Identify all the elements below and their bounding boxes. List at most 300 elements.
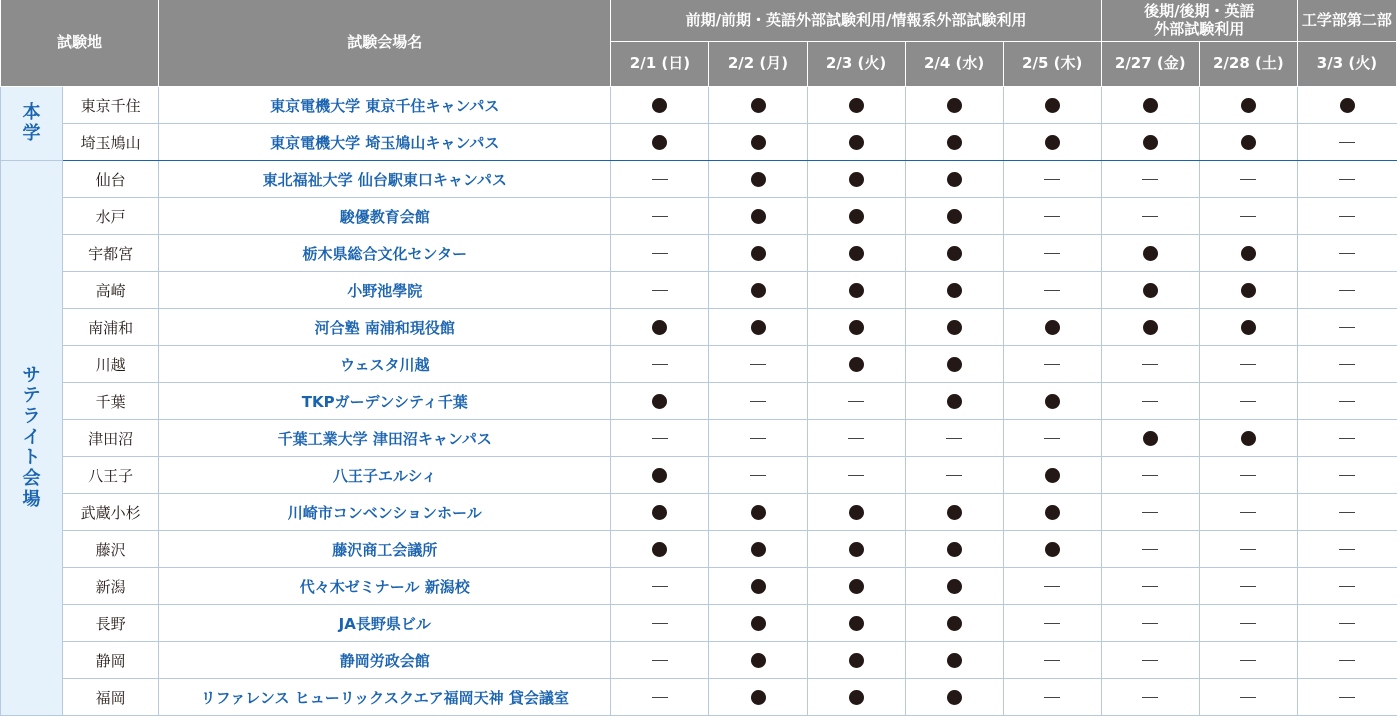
dash-icon	[946, 475, 962, 476]
filled-circle-icon	[947, 135, 962, 150]
venue-name-cell: 千葉工業大学 津田沼キャンパス	[159, 420, 611, 457]
location-cell: 長野	[63, 605, 159, 642]
unavailable-mark	[1297, 457, 1396, 494]
unavailable-mark	[611, 642, 709, 679]
dash-icon	[652, 438, 668, 439]
table-row	[1, 494, 1397, 531]
unavailable-mark	[1003, 346, 1101, 383]
filled-circle-icon	[1143, 431, 1158, 446]
unavailable-mark	[1297, 531, 1396, 568]
filled-circle-icon	[849, 283, 864, 298]
unavailable-mark	[1297, 124, 1396, 161]
dash-icon	[652, 253, 668, 254]
dash-icon	[1044, 660, 1060, 661]
unavailable-mark	[1101, 494, 1199, 531]
dash-icon	[652, 216, 668, 217]
available-mark	[709, 679, 807, 716]
location-cell: 静岡	[63, 642, 159, 679]
location-cell: 八王子	[63, 457, 159, 494]
dash-icon	[1044, 586, 1060, 587]
available-mark	[709, 309, 807, 346]
filled-circle-icon	[751, 320, 766, 335]
available-mark	[807, 198, 905, 235]
dash-icon	[1339, 253, 1355, 254]
location-cell: 新潟	[63, 568, 159, 605]
filled-circle-icon	[947, 246, 962, 261]
table-row	[1, 420, 1397, 457]
unavailable-mark	[1003, 272, 1101, 309]
dash-icon	[1240, 697, 1256, 698]
available-mark	[1199, 309, 1297, 346]
dash-icon	[1240, 216, 1256, 217]
venue-name-cell: 栃木県総合文化センター	[159, 235, 611, 272]
unavailable-mark	[1199, 457, 1297, 494]
filled-circle-icon	[947, 209, 962, 224]
dash-icon	[1240, 549, 1256, 550]
dash-icon	[1142, 401, 1158, 402]
unavailable-mark	[1101, 383, 1199, 420]
dash-icon	[1240, 512, 1256, 513]
available-mark	[1199, 235, 1297, 272]
group-label-char: ト	[22, 447, 41, 469]
header-late-line2: 外部試験利用	[1154, 19, 1245, 38]
filled-circle-icon	[751, 135, 766, 150]
filled-circle-icon	[751, 505, 766, 520]
unavailable-mark	[611, 272, 709, 309]
dash-icon	[652, 660, 668, 661]
location-cell: 仙台	[63, 161, 159, 198]
dash-icon	[652, 697, 668, 698]
unavailable-mark	[807, 383, 905, 420]
unavailable-mark	[1199, 679, 1297, 716]
available-mark	[709, 235, 807, 272]
unavailable-mark	[1199, 346, 1297, 383]
filled-circle-icon	[751, 616, 766, 631]
available-mark	[709, 494, 807, 531]
available-mark	[807, 531, 905, 568]
available-mark	[905, 531, 1003, 568]
filled-circle-icon	[652, 468, 667, 483]
location-cell: 東京千住	[63, 87, 159, 124]
available-mark	[807, 87, 905, 124]
filled-circle-icon	[751, 246, 766, 261]
dash-icon	[1339, 290, 1355, 291]
unavailable-mark	[1199, 568, 1297, 605]
header-venue: 試験会場名	[159, 0, 611, 87]
table-row	[1, 605, 1397, 642]
available-mark	[709, 642, 807, 679]
header-date: 2/1 (日)	[611, 42, 709, 87]
header-date: 2/28 (土)	[1199, 42, 1297, 87]
available-mark	[905, 309, 1003, 346]
venue-name-cell: ウェスタ川越	[159, 346, 611, 383]
location-cell: 藤沢	[63, 531, 159, 568]
available-mark	[709, 161, 807, 198]
header-early-exam-group: 前期/前期・英語外部試験利用/情報系外部試験利用	[611, 0, 1101, 42]
filled-circle-icon	[652, 542, 667, 557]
unavailable-mark	[1003, 568, 1101, 605]
table-row	[1, 531, 1397, 568]
group-label-char: ラ	[22, 405, 41, 427]
dash-icon	[1142, 586, 1158, 587]
table-row	[1, 124, 1397, 161]
unavailable-mark	[1003, 420, 1101, 457]
unavailable-mark	[611, 568, 709, 605]
filled-circle-icon	[947, 542, 962, 557]
filled-circle-icon	[1045, 135, 1060, 150]
dash-icon	[1142, 179, 1158, 180]
table-body	[1, 87, 1397, 716]
unavailable-mark	[611, 420, 709, 457]
dash-icon	[1240, 179, 1256, 180]
group-label-char: テ	[22, 385, 41, 407]
filled-circle-icon	[1045, 542, 1060, 557]
filled-circle-icon	[849, 209, 864, 224]
available-mark	[807, 494, 905, 531]
filled-circle-icon	[751, 542, 766, 557]
available-mark	[807, 346, 905, 383]
available-mark	[807, 309, 905, 346]
table-row	[1, 346, 1397, 383]
location-cell: 武蔵小杉	[63, 494, 159, 531]
header-late-exam-group	[1101, 0, 1297, 42]
unavailable-mark	[905, 420, 1003, 457]
dash-icon	[1339, 475, 1355, 476]
unavailable-mark	[1003, 235, 1101, 272]
dash-icon	[848, 401, 864, 402]
available-mark	[709, 272, 807, 309]
filled-circle-icon	[1241, 283, 1256, 298]
table-header	[1, 0, 1397, 87]
unavailable-mark	[709, 346, 807, 383]
available-mark	[611, 494, 709, 531]
header-date: 2/5 (木)	[1003, 42, 1101, 87]
group-label-char: 本	[22, 101, 41, 123]
dash-icon	[848, 475, 864, 476]
header-engineering-second-division: 工学部第二部	[1297, 0, 1396, 42]
dash-icon	[1339, 512, 1355, 513]
dash-icon	[1044, 364, 1060, 365]
dash-icon	[1339, 216, 1355, 217]
filled-circle-icon	[751, 283, 766, 298]
available-mark	[1101, 235, 1199, 272]
dash-icon	[1240, 364, 1256, 365]
available-mark	[709, 605, 807, 642]
unavailable-mark	[1101, 531, 1199, 568]
available-mark	[611, 531, 709, 568]
filled-circle-icon	[1143, 98, 1158, 113]
available-mark	[1003, 124, 1101, 161]
table-row	[1, 309, 1397, 346]
filled-circle-icon	[1045, 98, 1060, 113]
venue-name-cell: 川崎市コンベンションホール	[159, 494, 611, 531]
dash-icon	[1339, 697, 1355, 698]
filled-circle-icon	[849, 690, 864, 705]
available-mark	[709, 124, 807, 161]
dash-icon	[1044, 179, 1060, 180]
group-label-char: サ	[22, 364, 41, 386]
unavailable-mark	[611, 198, 709, 235]
available-mark	[905, 605, 1003, 642]
unavailable-mark	[905, 457, 1003, 494]
dash-icon	[1240, 401, 1256, 402]
venue-name-cell: 東京電機大学 埼玉鳩山キャンパス	[159, 124, 611, 161]
unavailable-mark	[1199, 494, 1297, 531]
filled-circle-icon	[652, 98, 667, 113]
venue-name-cell: 藤沢商工会議所	[159, 531, 611, 568]
table-row	[1, 568, 1397, 605]
unavailable-mark	[1101, 679, 1199, 716]
filled-circle-icon	[1241, 98, 1256, 113]
unavailable-mark	[1101, 161, 1199, 198]
filled-circle-icon	[947, 283, 962, 298]
dash-icon	[1339, 623, 1355, 624]
unavailable-mark	[1297, 642, 1396, 679]
available-mark	[807, 605, 905, 642]
unavailable-mark	[1003, 679, 1101, 716]
location-cell: 福岡	[63, 679, 159, 716]
unavailable-mark	[1297, 420, 1396, 457]
dash-icon	[1044, 216, 1060, 217]
unavailable-mark	[709, 383, 807, 420]
dash-icon	[1142, 623, 1158, 624]
filled-circle-icon	[1241, 135, 1256, 150]
dash-icon	[1339, 179, 1355, 180]
location-cell: 千葉	[63, 383, 159, 420]
unavailable-mark	[807, 457, 905, 494]
location-cell: 宇都宮	[63, 235, 159, 272]
available-mark	[1199, 87, 1297, 124]
available-mark	[1003, 87, 1101, 124]
table-row	[1, 383, 1397, 420]
header-date: 2/27 (金)	[1101, 42, 1199, 87]
filled-circle-icon	[1241, 246, 1256, 261]
group-label-char: イ	[22, 426, 41, 448]
available-mark	[905, 272, 1003, 309]
dash-icon	[1044, 290, 1060, 291]
filled-circle-icon	[947, 172, 962, 187]
location-cell: 南浦和	[63, 309, 159, 346]
available-mark	[905, 642, 1003, 679]
unavailable-mark	[1101, 457, 1199, 494]
unavailable-mark	[1003, 642, 1101, 679]
available-mark	[611, 124, 709, 161]
dash-icon	[1240, 623, 1256, 624]
filled-circle-icon	[1045, 394, 1060, 409]
filled-circle-icon	[947, 616, 962, 631]
available-mark	[1003, 309, 1101, 346]
table-row	[1, 198, 1397, 235]
dash-icon	[848, 438, 864, 439]
available-mark	[1101, 309, 1199, 346]
table-row	[1, 87, 1397, 124]
table-row	[1, 457, 1397, 494]
location-cell: 川越	[63, 346, 159, 383]
available-mark	[905, 124, 1003, 161]
table-row	[1, 272, 1397, 309]
unavailable-mark	[1199, 605, 1297, 642]
available-mark	[1003, 494, 1101, 531]
available-mark	[905, 383, 1003, 420]
unavailable-mark	[1101, 642, 1199, 679]
filled-circle-icon	[751, 98, 766, 113]
available-mark	[1199, 272, 1297, 309]
dash-icon	[1044, 438, 1060, 439]
group-label-char: 学	[22, 122, 41, 144]
unavailable-mark	[1101, 198, 1199, 235]
filled-circle-icon	[1241, 320, 1256, 335]
available-mark	[807, 124, 905, 161]
available-mark	[807, 568, 905, 605]
group-satellite-venues	[1, 161, 63, 716]
dash-icon	[1240, 475, 1256, 476]
available-mark	[611, 309, 709, 346]
venue-name-cell: 小野池學院	[159, 272, 611, 309]
unavailable-mark	[611, 679, 709, 716]
unavailable-mark	[1199, 642, 1297, 679]
available-mark	[1199, 124, 1297, 161]
unavailable-mark	[1297, 198, 1396, 235]
available-mark	[905, 568, 1003, 605]
unavailable-mark	[1199, 198, 1297, 235]
dash-icon	[750, 438, 766, 439]
filled-circle-icon	[849, 542, 864, 557]
filled-circle-icon	[1045, 468, 1060, 483]
dash-icon	[750, 401, 766, 402]
header-date: 2/2 (月)	[709, 42, 807, 87]
filled-circle-icon	[947, 394, 962, 409]
available-mark	[807, 235, 905, 272]
filled-circle-icon	[849, 135, 864, 150]
filled-circle-icon	[947, 579, 962, 594]
available-mark	[1101, 272, 1199, 309]
filled-circle-icon	[1340, 98, 1355, 113]
available-mark	[709, 568, 807, 605]
filled-circle-icon	[652, 394, 667, 409]
header-late-line1: 後期/後期・英語	[1144, 2, 1255, 21]
available-mark	[807, 679, 905, 716]
unavailable-mark	[1297, 494, 1396, 531]
available-mark	[1101, 124, 1199, 161]
location-cell: 埼玉鳩山	[63, 124, 159, 161]
available-mark	[905, 679, 1003, 716]
unavailable-mark	[1297, 605, 1396, 642]
group-label-char: 場	[22, 488, 41, 510]
filled-circle-icon	[652, 505, 667, 520]
available-mark	[709, 87, 807, 124]
available-mark	[905, 346, 1003, 383]
filled-circle-icon	[751, 653, 766, 668]
unavailable-mark	[807, 420, 905, 457]
available-mark	[1003, 383, 1101, 420]
unavailable-mark	[1297, 383, 1396, 420]
dash-icon	[652, 623, 668, 624]
dash-icon	[1339, 660, 1355, 661]
available-mark	[1297, 87, 1396, 124]
filled-circle-icon	[751, 579, 766, 594]
table-row	[1, 235, 1397, 272]
location-cell: 水戸	[63, 198, 159, 235]
filled-circle-icon	[947, 98, 962, 113]
unavailable-mark	[1297, 346, 1396, 383]
filled-circle-icon	[1143, 283, 1158, 298]
location-cell: 津田沼	[63, 420, 159, 457]
available-mark	[1003, 457, 1101, 494]
unavailable-mark	[709, 457, 807, 494]
dash-icon	[1339, 549, 1355, 550]
dash-icon	[652, 364, 668, 365]
available-mark	[709, 531, 807, 568]
dash-icon	[1044, 253, 1060, 254]
dash-icon	[1240, 586, 1256, 587]
venue-name-cell: 河合塾 南浦和現役館	[159, 309, 611, 346]
filled-circle-icon	[849, 98, 864, 113]
unavailable-mark	[1297, 679, 1396, 716]
available-mark	[807, 642, 905, 679]
available-mark	[611, 457, 709, 494]
header-date: 2/3 (火)	[807, 42, 905, 87]
filled-circle-icon	[849, 653, 864, 668]
dash-icon	[1142, 216, 1158, 217]
dash-icon	[1339, 401, 1355, 402]
group-label-char: 会	[22, 468, 41, 490]
filled-circle-icon	[1143, 320, 1158, 335]
filled-circle-icon	[849, 579, 864, 594]
filled-circle-icon	[947, 690, 962, 705]
filled-circle-icon	[1045, 320, 1060, 335]
unavailable-mark	[709, 420, 807, 457]
filled-circle-icon	[751, 690, 766, 705]
table-row	[1, 161, 1397, 198]
unavailable-mark	[1199, 161, 1297, 198]
unavailable-mark	[1101, 568, 1199, 605]
unavailable-mark	[1199, 531, 1297, 568]
dash-icon	[1142, 549, 1158, 550]
available-mark	[905, 198, 1003, 235]
filled-circle-icon	[1241, 431, 1256, 446]
unavailable-mark	[611, 346, 709, 383]
filled-circle-icon	[849, 357, 864, 372]
available-mark	[1101, 420, 1199, 457]
venue-name-cell: 代々木ゼミナール 新潟校	[159, 568, 611, 605]
unavailable-mark	[611, 235, 709, 272]
venue-name-cell: 駿優教育会館	[159, 198, 611, 235]
unavailable-mark	[1101, 605, 1199, 642]
header-date: 2/4 (水)	[905, 42, 1003, 87]
dash-icon	[1142, 475, 1158, 476]
available-mark	[1101, 87, 1199, 124]
venue-name-cell: 静岡労政会館	[159, 642, 611, 679]
filled-circle-icon	[947, 505, 962, 520]
dash-icon	[1339, 364, 1355, 365]
table-row	[1, 642, 1397, 679]
dash-icon	[1142, 512, 1158, 513]
filled-circle-icon	[751, 172, 766, 187]
group-main-campus	[1, 87, 63, 161]
available-mark	[807, 272, 905, 309]
dash-icon	[1142, 660, 1158, 661]
venue-name-cell: リファレンス ヒューリックスクエア福岡天神 貸会議室	[159, 679, 611, 716]
venue-name-cell: 八王子エルシィ	[159, 457, 611, 494]
filled-circle-icon	[849, 320, 864, 335]
dash-icon	[652, 290, 668, 291]
dash-icon	[652, 179, 668, 180]
unavailable-mark	[611, 605, 709, 642]
filled-circle-icon	[652, 320, 667, 335]
unavailable-mark	[1297, 235, 1396, 272]
filled-circle-icon	[1045, 505, 1060, 520]
table-row	[1, 679, 1397, 716]
